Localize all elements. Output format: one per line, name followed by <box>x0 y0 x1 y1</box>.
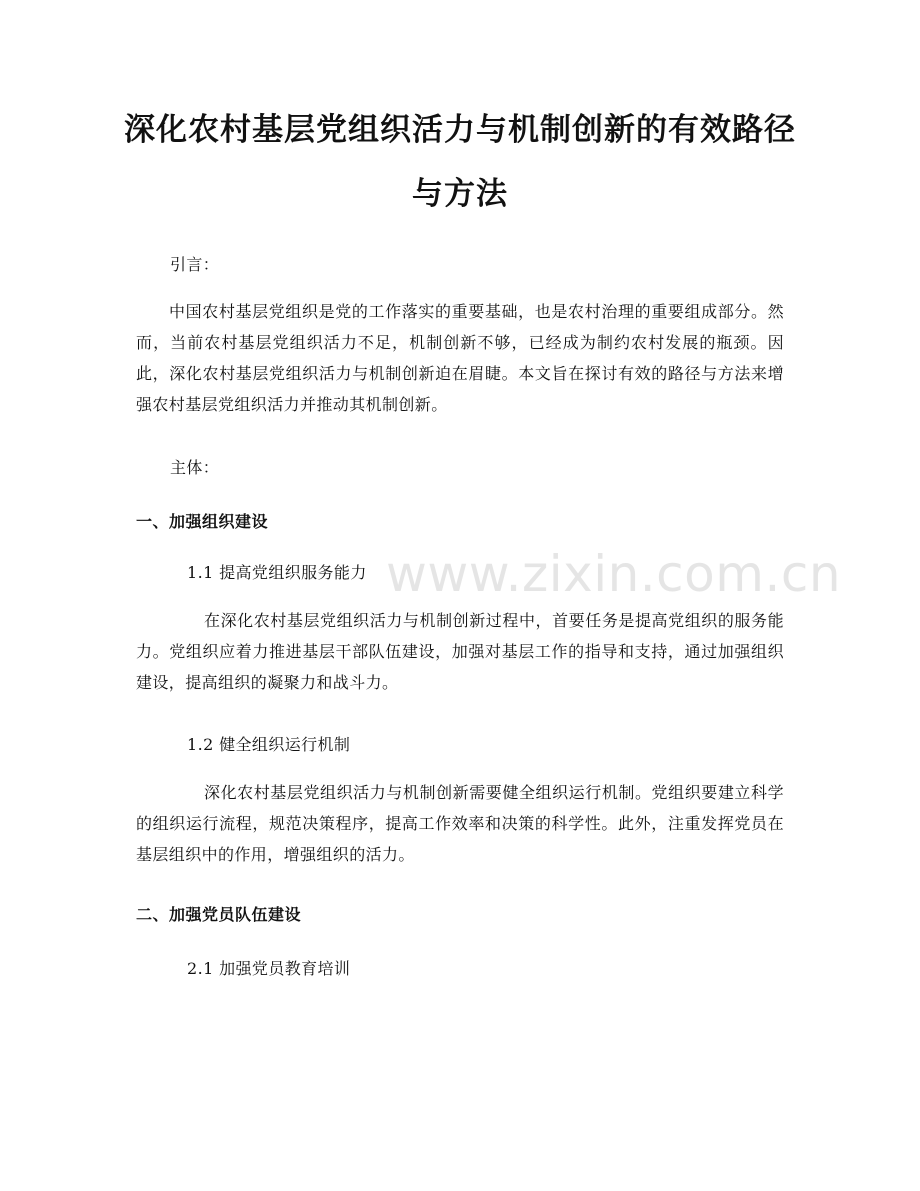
subsection-heading-1-1: 1.1 提高党组织服务能力 <box>187 563 367 582</box>
document-title: 深化农村基层党组织活力与机制创新的有效路径与方法 <box>124 112 796 212</box>
subsection-heading-1-2: 1.2 健全组织运行机制 <box>187 735 351 754</box>
section-heading-1: 一、加强组织建设 <box>136 512 269 531</box>
subsection-paragraph-1-1: 在深化农村基层党组织活力与机制创新过程中，首要任务是提高党组织的服务能力。党组织应着力推进基层干部队伍建设，加强对基层工作的指导和支持，通过加强组织建设，提高组织的凝聚力和战斗力。 <box>136 611 784 692</box>
watermark: www.zixin.com.cn <box>386 545 842 603</box>
section-heading-2: 二、加强党员队伍建设 <box>136 905 302 924</box>
main-body-label: 主体： <box>170 458 220 477</box>
intro-paragraph: 中国农村基层党组织是党的工作落实的重要基础，也是农村治理的重要组成部分。然而，当前农村基层党组织活力不足，机制创新不够，已经成为制约农村发展的瓶颈。因此，深化农村基层党组织活力与机制创新迫在眉睫。本文旨在探讨有效的路径与方法来增强农村基层党组织活力并推动其机制创新。 <box>136 302 784 414</box>
subsection-paragraph-1-2: 深化农村基层党组织活力与机制创新需要健全组织运行机制。党组织要建立科学的组织运行流程，规范决策程序，提高工作效率和决策的科学性。此外，注重发挥党员在基层组织中的作用，增强组织的活力。 <box>136 783 784 864</box>
subsection-heading-2-1: 2.1 加强党员教育培训 <box>187 959 351 978</box>
intro-label: 引言： <box>170 255 220 274</box>
